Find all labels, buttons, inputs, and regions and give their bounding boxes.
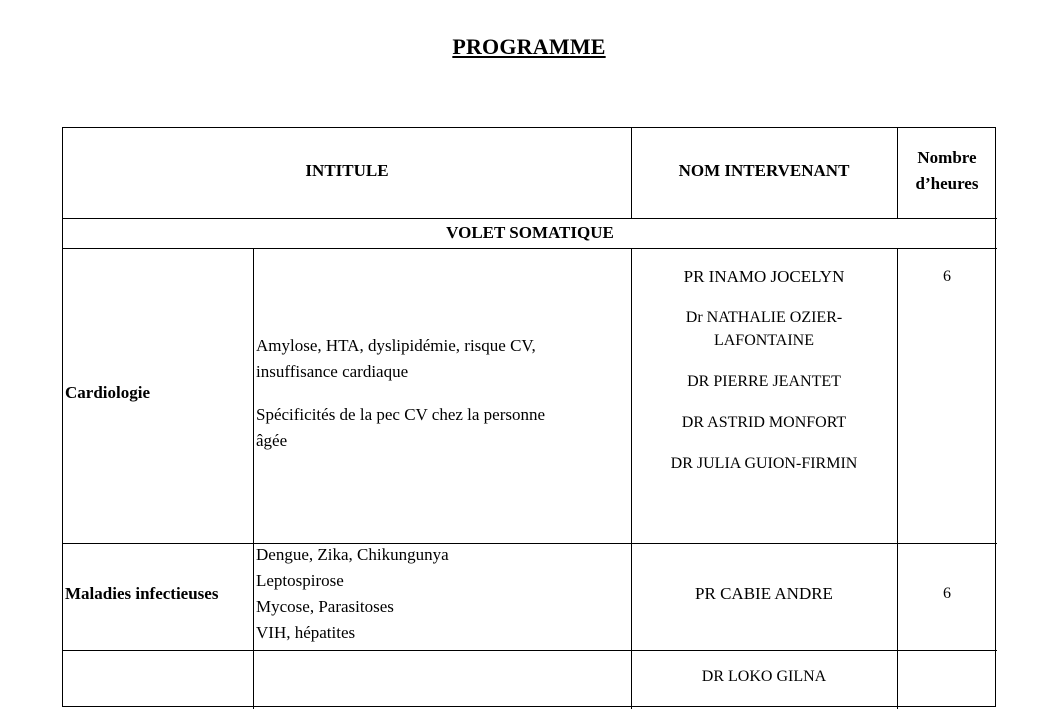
header-heures [897,145,997,197]
table-row-divider [63,248,997,249]
row-hours: 6 [943,585,951,602]
row-topics [256,542,628,646]
topic-line: âgée [256,431,288,450]
speaker-name: LAFONTAINE [713,332,815,349]
topic-line: Leptospirose [256,571,344,590]
speaker-name: DR LOKO GILNA [701,668,827,685]
page-title: PROGRAMME [452,34,606,59]
speaker-name: PR INAMO JOCELYN [683,267,845,286]
table-column-divider [253,249,254,709]
row-topics [256,333,628,454]
programme-table [62,127,996,707]
row-speakers [631,265,897,475]
speaker-name: DR ASTRID MONFORT [681,414,847,431]
header-heures-line2: d’heures [915,174,979,193]
speaker-name: DR PIERRE JEANTET [687,373,841,390]
row-speakers [631,581,897,607]
topic-line: VIH, hépatites [256,623,356,642]
header-intitule: INTITULE [305,161,389,180]
section-title: VOLET SOMATIQUE [446,223,614,242]
topic-line: Amylose, HTA, dyslipidémie, risque CV, [256,336,536,355]
table-column-divider [897,249,898,709]
table-row-divider [63,650,997,651]
row-category: Cardiologie [65,383,150,402]
speaker-name: Dr NATHALIE OZIER- [685,309,843,326]
header-heures-line1: Nombre [917,148,977,167]
topic-line: insuffisance cardiaque [256,362,409,381]
topic-line: Dengue, Zika, Chikungunya [256,545,449,564]
speaker-name: PR CABIE ANDRE [695,584,833,603]
topic-line: Mycose, Parasitoses [256,597,394,616]
row-speakers [631,664,897,690]
row-category: Maladies infectieuses [65,584,219,603]
speaker-name: DR JULIA GUION-FIRMIN [670,455,858,472]
row-hours: 6 [943,268,951,285]
topic-line: Spécificités de la pec CV chez la personne [256,405,546,424]
header-intervenant: NOM INTERVENANT [678,161,850,180]
